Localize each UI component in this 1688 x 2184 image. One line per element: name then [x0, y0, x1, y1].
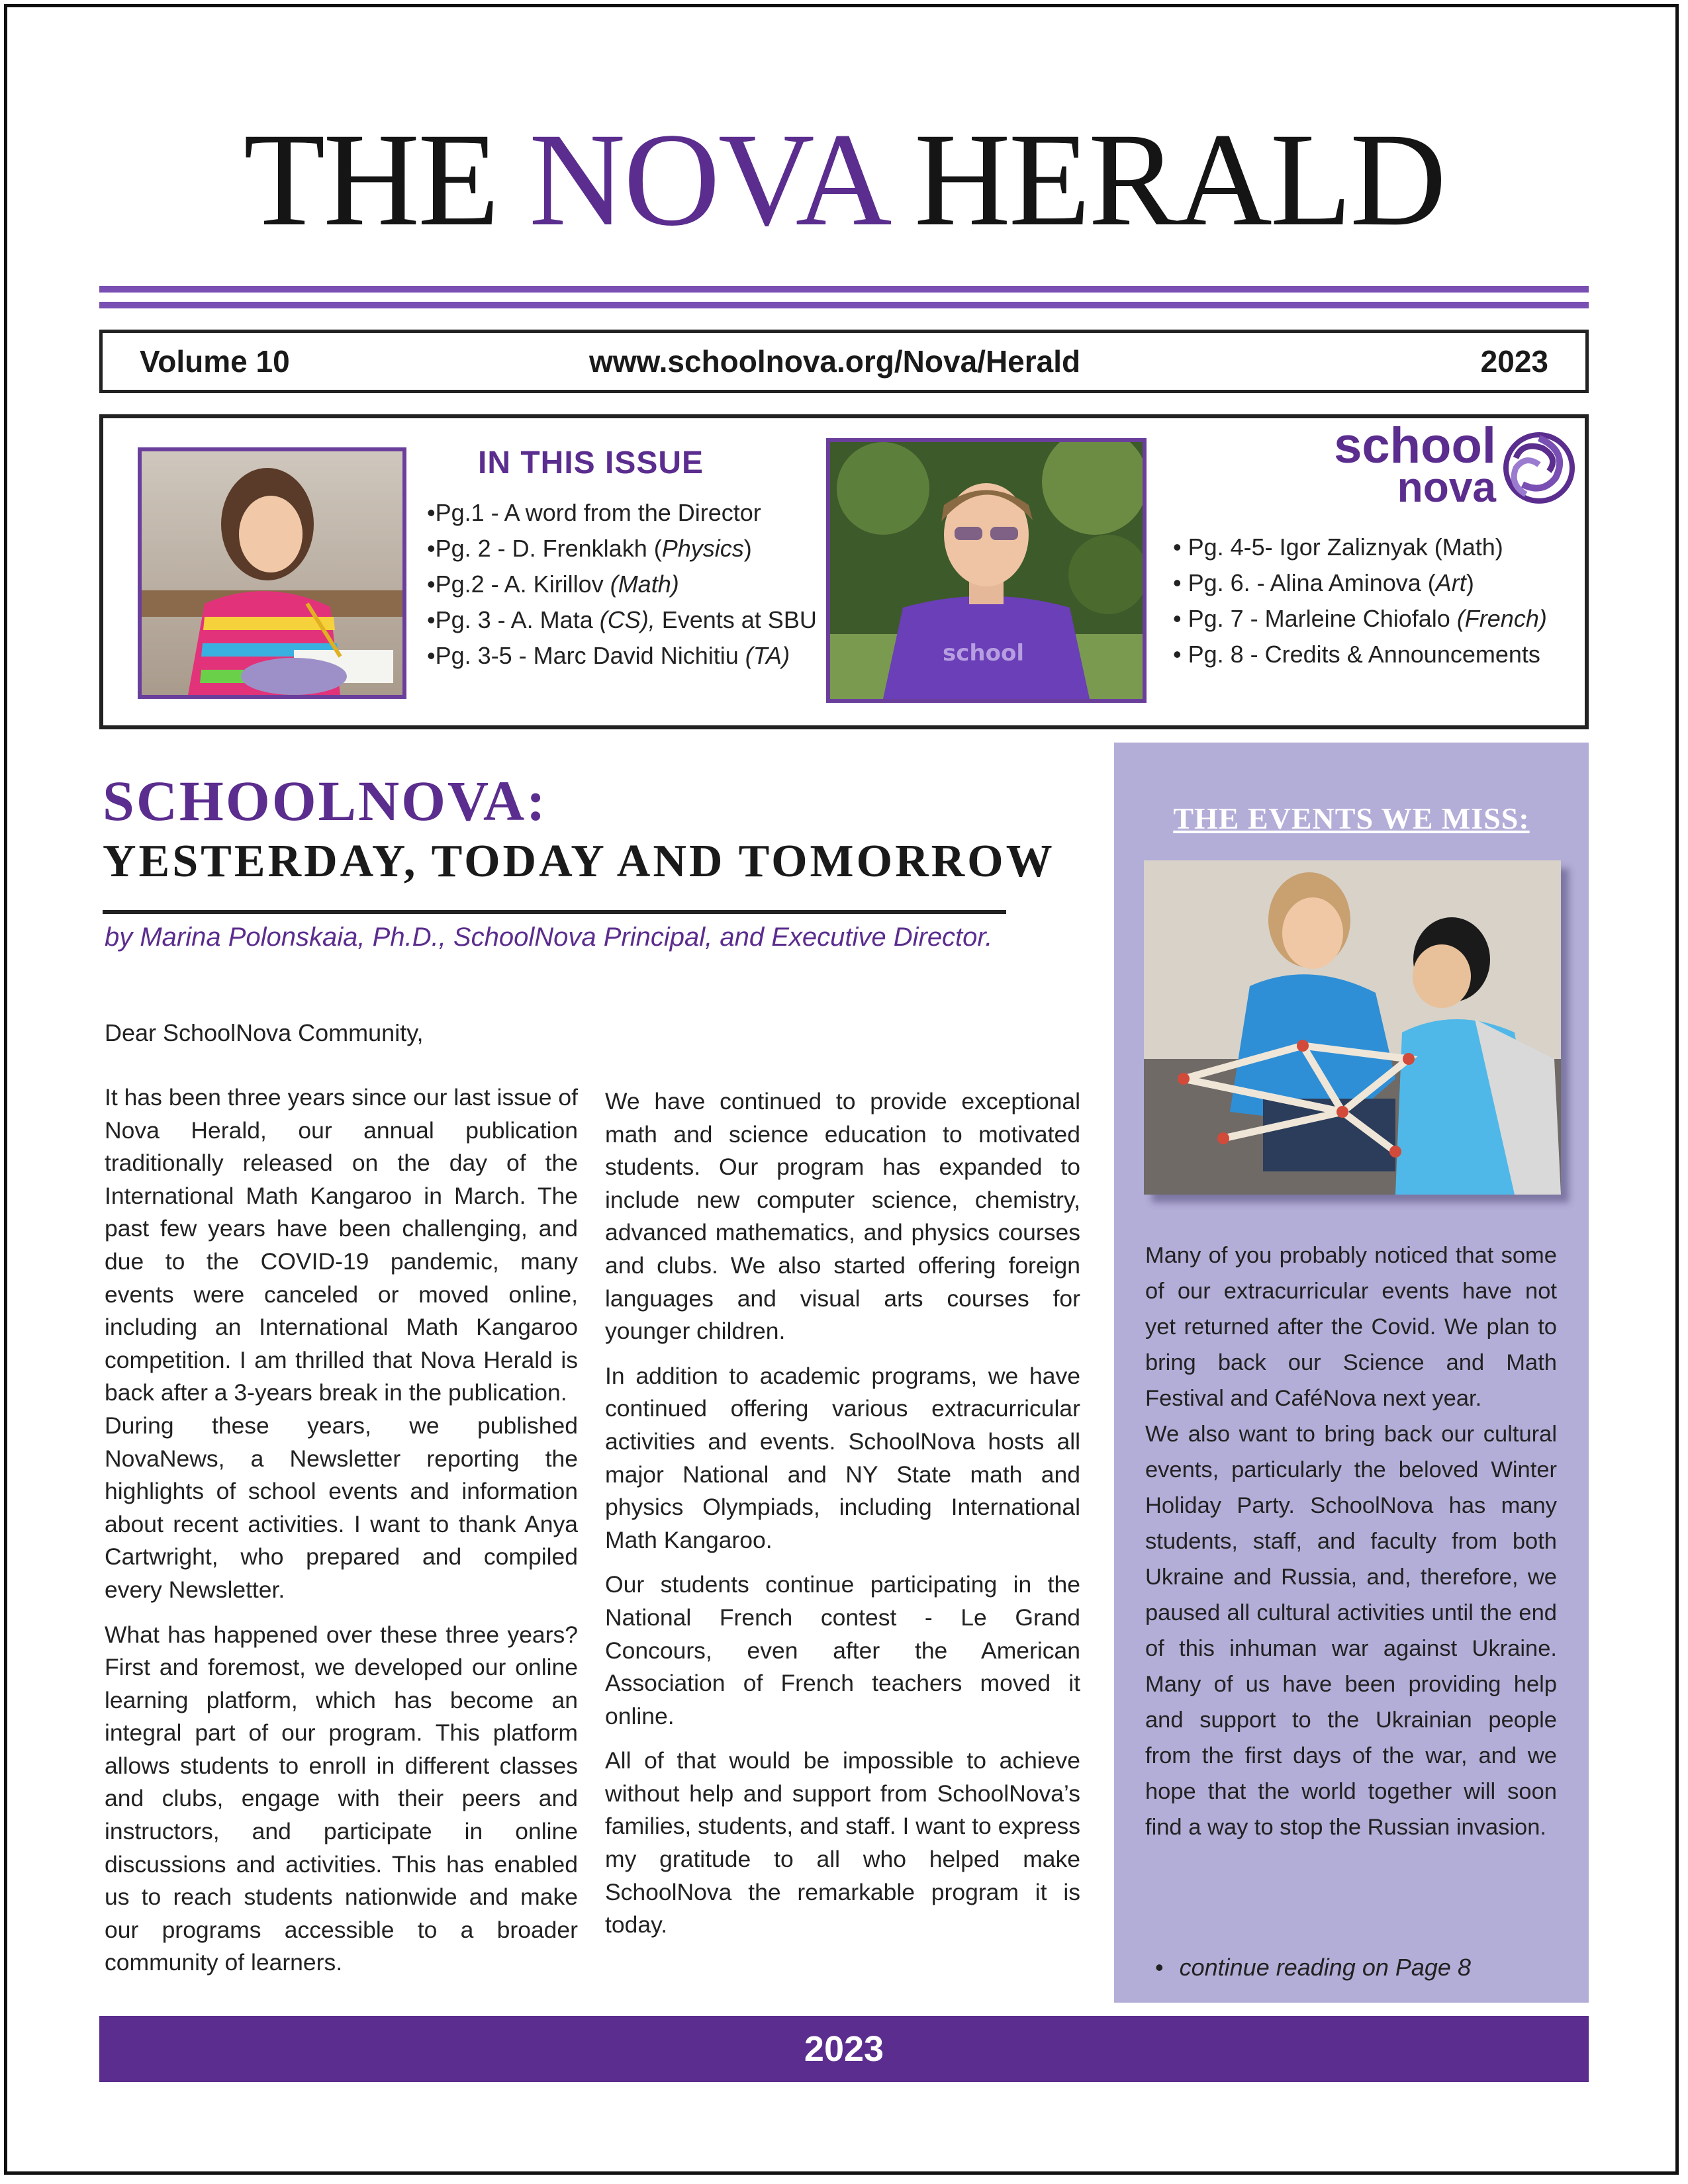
sidebar-text: [1145, 1238, 1557, 1845]
in-this-issue-heading: IN THIS ISSUE: [478, 445, 704, 480]
info-bar: [99, 330, 1589, 393]
issue-item: • Pg. 7 - Marleine Chiofalo (French): [1173, 605, 1547, 632]
issue-list-right: [1173, 529, 1547, 672]
article-headline: SCHOOLNOVA:: [103, 769, 547, 833]
logo-nova-text: nova: [1397, 463, 1496, 511]
article-column-1: [105, 1081, 578, 1991]
issue-year: 2023: [1480, 344, 1548, 379]
issue-item: •Pg. 3-5 - Marc David Nichitiu (TA): [427, 642, 790, 669]
sidebar-paragraph: We also want to bring back our cultural events, particularly the beloved Winter Holiday Party. SchoolNova has many students, staff, and faculty from both Ukraine and Russia, and, therefore, we paused all cultural activities until the end of this inhuman war against Ukraine. Many of us have been providing help and support to the Ukrainian people from the first days of the war, and we hope that the world together will soon find a way to stop the Russian invasion.: [1145, 1422, 1557, 1840]
masthead-word-herald: HERALD: [914, 105, 1445, 253]
volume-label: Volume 10: [140, 344, 290, 379]
article-paragraph: We have continued to provide exceptional math and science education to motivated students. Our program has expanded to include new computer science, chemistry, advanced mathematics, and physics courses and clubs. We also started offering foreign languages and visual arts courses for younger children.: [605, 1088, 1080, 1345]
article-greeting: Dear SchoolNova Community,: [105, 1019, 424, 1046]
photo-girl-studying: [138, 447, 406, 699]
article-paragraph: It has been three years since our last issue of Nova Herald, our annual publication traditionally released on the day of the International Math Kangaroo in March. The past few years have been challenging, and due to the COVID-19 pandemic, many events were canceled or moved online, including an International Math Kangaroo competition. I am thrilled that Nova Herald is back after a 3-years break in the publication.: [105, 1084, 578, 1406]
continue-reading-text: continue reading on Page 8: [1179, 1954, 1471, 1981]
schoolnova-logo: [1304, 418, 1575, 511]
issue-list-left: [427, 495, 817, 674]
photo-student-purple-shirt: [826, 438, 1147, 703]
svg-text:school: school: [943, 640, 1024, 666]
masthead-title: [0, 105, 1688, 253]
issue-item: • Pg. 6. - Alina Aminova (Art): [1173, 569, 1474, 596]
sidebar-heading: THE EVENTS WE MISS:: [1173, 801, 1530, 835]
article-paragraph: During these years, we published NovaNews, a Newsletter reporting the highlights of school events and information about recent activities. I want to thank Anya Cartwright, who prepared and compiled every Newsletter.: [105, 1412, 578, 1603]
article-paragraph: What has happened over these three years? First and foremost, we developed our online learning platform, which has become an integral part of our program. This platform allows students to enroll in different classes and clubs, engage with their peers and instructors, and participate in online discussions and activities. This has enabled us to reach students nationwide and make our programs accessible to a broader community of learners.: [105, 1621, 578, 1976]
issue-item: •Pg.1 - A word from the Director: [427, 499, 761, 526]
sidebar-paragraph: Many of you probably noticed that some of our extracurricular events have not yet returned after the Covid. We plan to bring back our Science and Math Festival and CaféNova next year.: [1145, 1243, 1557, 1411]
byline-divider: [103, 910, 1006, 914]
article-subheadline: YESTERDAY, TODAY AND TOMORROW: [103, 836, 1055, 887]
logo-swirl-icon: [1503, 432, 1575, 504]
continue-reading-note: • continue reading on Page 8: [1155, 1954, 1471, 1981]
footer-bar: [99, 2016, 1589, 2082]
logo-school-text: school: [1334, 418, 1496, 474]
masthead-rule-bottom: [99, 302, 1589, 308]
article-column-2: [605, 1085, 1080, 1954]
issue-item: •Pg.2 - A. Kirillov (Math): [427, 570, 679, 598]
issue-item: • Pg. 4-5- Igor Zaliznyak (Math): [1173, 533, 1503, 561]
article-paragraph: Our students continue participating in the National French contest - Le Grand Concours, even after the American Association of French teachers moved it online.: [605, 1571, 1080, 1729]
issue-item: •Pg. 3 - A. Mata (CS), Events at SBU: [427, 606, 817, 633]
issue-item: • Pg. 8 - Credits & Announcements: [1173, 641, 1540, 668]
article-paragraph: All of that would be impossible to achieve without help and support from SchoolNova’s families, students, and staff. I want to express my gratitude to all who helped make SchoolNova the remarkable program it is today.: [605, 1747, 1080, 1938]
photo-students-building: [1144, 860, 1561, 1195]
masthead-rule-top: [99, 286, 1589, 293]
article-paragraph: In addition to academic programs, we have continued offering various extracurricular activities and events. SchoolNova hosts all major National and NY State math and physics Olympiads, including International Math Kangaroo.: [605, 1362, 1080, 1553]
website-url: www.schoolnova.org/Nova/Herald: [589, 344, 1081, 379]
footer-year: 2023: [804, 2029, 884, 2069]
issue-item: •Pg. 2 - D. Frenklakh (Physics): [427, 535, 752, 562]
article-byline: by Marina Polonskaia, Ph.D., SchoolNova Principal, and Executive Director.: [105, 923, 993, 952]
masthead-word-nova: NOVA: [529, 105, 883, 253]
masthead-word-the: THE: [243, 105, 498, 253]
